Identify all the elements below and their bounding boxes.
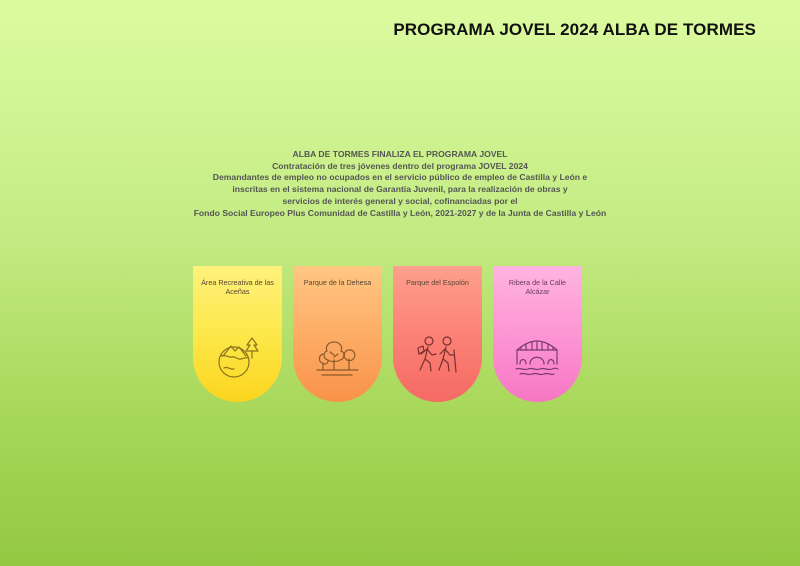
program-description xyxy=(0,149,800,219)
landscape-icon xyxy=(212,328,262,382)
description-line: servicios de interés general y social, cofinanciadas por el xyxy=(282,195,518,206)
description-line: Demandantes de empleo no ocupados en el servicio público de empleo de Castilla y León e xyxy=(212,172,588,183)
description-line: Contratación de tres jóvenes dentro del programa JOVEL 2024 xyxy=(272,160,528,171)
page-title: PROGRAMA JOVEL 2024 ALBA DE TORMES xyxy=(393,20,756,39)
card-label: Parque del Espolón xyxy=(406,278,469,287)
bridge-icon xyxy=(512,328,562,382)
locations-cards xyxy=(193,266,593,402)
card-label: Área Recreativa de las Aceñas xyxy=(201,278,274,296)
description-line: inscritas en el sistema nacional de Garantía Juvenil, para la realización de obras y xyxy=(232,184,568,195)
description-headline: ALBA DE TORMES FINALIZA EL PROGRAMA JOVEL xyxy=(292,149,508,159)
card-parque-dehesa xyxy=(293,266,382,402)
trees-icon xyxy=(312,328,362,382)
card-label: Ribera de la Calle Alcázar xyxy=(508,278,567,296)
card-parque-espolon xyxy=(393,266,482,402)
card-area-recreativa xyxy=(193,266,282,402)
card-label: Parque de la Dehesa xyxy=(303,278,372,287)
hikers-icon xyxy=(412,328,462,382)
card-ribera-alcazar xyxy=(493,266,582,402)
description-line: Fondo Social Europeo Plus Comunidad de Castilla y León, 2021-2027 y de la Junta de Castilla y León xyxy=(193,207,607,218)
